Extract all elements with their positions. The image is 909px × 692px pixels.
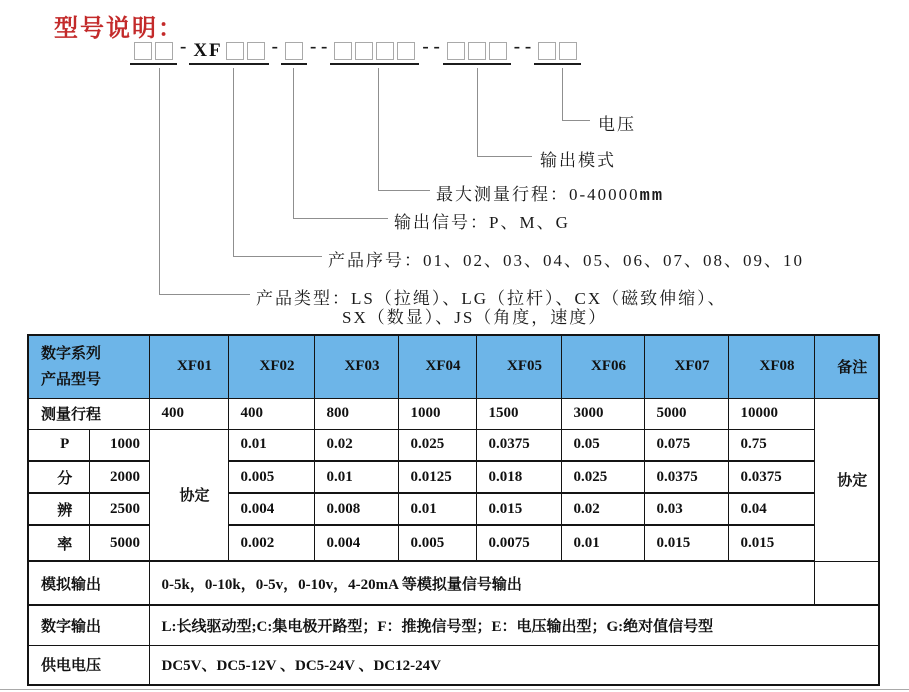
spec-cell: 1500	[476, 398, 561, 429]
spec-cell: 0.04	[728, 493, 814, 525]
code-dash: - -	[309, 36, 328, 57]
header-product-model	[28, 335, 149, 398]
spec-cell: 0.004	[228, 493, 314, 525]
spec-cell: 0.75	[728, 429, 814, 461]
spec-cell: 0.02	[561, 493, 644, 525]
resolution-char: P	[28, 429, 89, 461]
code-dash: -	[180, 36, 187, 57]
code-box	[247, 42, 265, 60]
header-xf04: XF04	[398, 335, 476, 398]
resolution-row-1000	[28, 429, 879, 461]
callout-voltage: 电压	[598, 115, 636, 134]
spec-cell: 800	[314, 398, 398, 429]
code-box	[285, 42, 303, 60]
spec-cell: 0.0125	[398, 461, 476, 493]
leader-line-product-serial	[233, 68, 234, 256]
header-xf03: XF03	[314, 335, 398, 398]
leader-line-max-travel	[378, 190, 430, 191]
resolution-freq: 5000	[89, 525, 149, 561]
spec-cell: 400	[149, 398, 228, 429]
leader-line-output-mode	[477, 68, 478, 156]
spec-cell: 3000	[561, 398, 644, 429]
code-group-series	[189, 42, 268, 65]
callout-product-serial: 产品序号：01、02、03、04、05、06、07、08、09、10	[328, 251, 804, 270]
header-xf08: XF08	[728, 335, 814, 398]
spec-cell: 0.02	[314, 429, 398, 461]
leader-line-product-type	[159, 294, 250, 295]
leader-line-max-travel	[378, 68, 379, 190]
digital-output-label: 数字输出	[28, 605, 149, 645]
xf01-merged-cell: 协定	[149, 429, 228, 561]
spec-cell: 5000	[644, 398, 728, 429]
power-voltage-label: 供电电压	[28, 645, 149, 685]
analog-output-value: 0-5k，0-10k，0-5v，0-10v，4-20mA 等模拟量信号输出	[149, 561, 814, 605]
header-xf02: XF02	[228, 335, 314, 398]
spec-cell: 10000	[728, 398, 814, 429]
callout-max-travel	[436, 180, 664, 206]
spec-table	[27, 334, 880, 686]
leader-line-voltage	[562, 68, 563, 120]
code-group-output-mode	[443, 42, 511, 65]
travel-label: 测量行程	[28, 398, 149, 429]
remark-merged-cell: 协定	[814, 398, 879, 561]
code-dash: - -	[422, 36, 440, 57]
spec-cell: 0.05	[561, 429, 644, 461]
code-group-travel	[330, 42, 419, 65]
travel-row	[28, 398, 879, 429]
analog-output-row	[28, 561, 879, 605]
code-group-signal	[281, 42, 307, 65]
code-box	[489, 42, 507, 60]
spec-cell: 0.0375	[728, 461, 814, 493]
code-dash: -	[271, 36, 278, 57]
code-box	[376, 42, 394, 60]
code-dash: - -	[513, 36, 532, 57]
callout-product-type-line2: SX（数显）、JS（角度，速度）	[342, 308, 608, 327]
leader-line-output-signal	[293, 68, 294, 218]
spec-cell: 0.018	[476, 461, 561, 493]
spec-cell: 0.015	[644, 525, 728, 561]
header-remark: 备注	[814, 335, 879, 398]
leader-line-output-mode	[477, 156, 532, 157]
spec-cell: 0.0075	[476, 525, 561, 561]
resolution-char: 辨	[28, 493, 89, 525]
code-box	[468, 42, 486, 60]
spec-cell: 0.004	[314, 525, 398, 561]
model-code-format	[130, 36, 581, 65]
power-voltage-row	[28, 645, 879, 685]
spec-cell: 0.005	[398, 525, 476, 561]
spec-cell: 0.01	[561, 525, 644, 561]
spec-cell: 0.002	[228, 525, 314, 561]
spec-cell: 0.075	[644, 429, 728, 461]
resolution-char: 分	[28, 461, 89, 493]
spec-cell: 0.01	[228, 429, 314, 461]
spec-cell: 0.015	[476, 493, 561, 525]
code-box	[538, 42, 556, 60]
spec-cell: 0.03	[644, 493, 728, 525]
code-box	[447, 42, 465, 60]
resolution-freq: 2500	[89, 493, 149, 525]
header-xf05: XF05	[476, 335, 561, 398]
analog-output-label: 模拟输出	[28, 561, 149, 605]
spec-cell: 0.015	[728, 525, 814, 561]
code-box	[226, 42, 244, 60]
resolution-char: 率	[28, 525, 89, 561]
code-box	[134, 42, 152, 60]
header-xf06: XF06	[561, 335, 644, 398]
code-box	[397, 42, 415, 60]
bottom-divider	[0, 689, 909, 690]
digital-output-value: L:长线驱动型;C:集电极开路型；F：推挽信号型；E：电压输出型；G:绝对值信号型	[149, 605, 879, 645]
callout-max-travel-text: 最大测量行程：0-40000	[436, 185, 640, 204]
callout-output-mode: 输出模式	[540, 151, 616, 170]
code-box	[559, 42, 577, 60]
callout-product-type-line1: 产品类型：LS（拉绳）、LG（拉杆）、CX（磁致伸缩）、	[256, 289, 727, 308]
code-box	[334, 42, 352, 60]
code-box	[355, 42, 373, 60]
page-title: 型号说明：	[54, 15, 184, 42]
callout-output-signal: 输出信号：P、M、G	[394, 213, 570, 232]
power-voltage-value: DC5V、DC5-12V 、DC5-24V 、DC12-24V	[149, 645, 879, 685]
xf-prefix: XF	[193, 40, 223, 61]
code-group-voltage	[534, 42, 581, 65]
leader-line-voltage	[562, 120, 590, 121]
leader-line-product-serial	[233, 256, 322, 257]
spec-cell: 0.01	[314, 461, 398, 493]
header-row	[28, 335, 879, 398]
spec-cell: 0.005	[228, 461, 314, 493]
spec-cell: 0.01	[398, 493, 476, 525]
callout-max-travel-unit: mm	[639, 187, 665, 206]
spec-cell: 1000	[398, 398, 476, 429]
leader-line-product-type	[159, 68, 160, 294]
leader-line-output-signal	[293, 218, 388, 219]
header-xf07: XF07	[644, 335, 728, 398]
spec-cell: 0.0375	[476, 429, 561, 461]
spec-cell: 0.0375	[644, 461, 728, 493]
digital-output-row	[28, 605, 879, 645]
spec-cell: 0.025	[398, 429, 476, 461]
header-xf01: XF01	[149, 335, 228, 398]
spec-cell: 400	[228, 398, 314, 429]
spec-cell: 0.025	[561, 461, 644, 493]
code-group-type	[130, 42, 177, 65]
analog-remark-empty	[814, 561, 879, 605]
resolution-freq: 1000	[89, 429, 149, 461]
header-product-model-line2: 产品型号	[41, 371, 102, 388]
code-box	[155, 42, 173, 60]
spec-cell: 0.008	[314, 493, 398, 525]
resolution-freq: 2000	[89, 461, 149, 493]
header-product-model-line1: 数字系列	[41, 345, 102, 362]
